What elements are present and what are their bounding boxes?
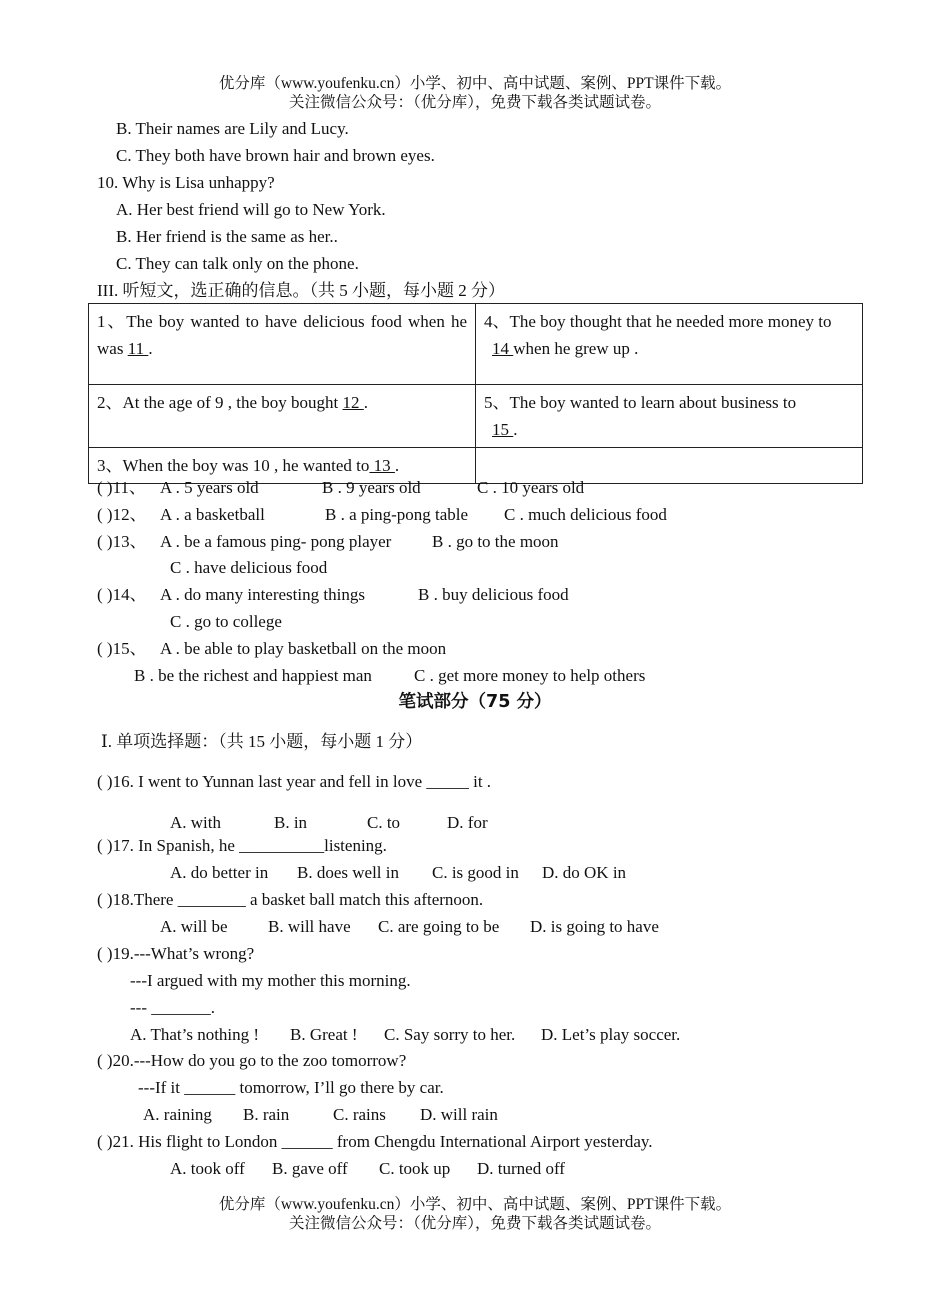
q19-option-b: B. Great ! (290, 1025, 358, 1044)
q10-option-a: A. Her best friend will go to New York. (116, 200, 386, 219)
table-cell-5 (476, 385, 863, 448)
cell-4-text: 4、The boy thought that he needed more money to (484, 312, 832, 331)
q15-option-c: C . get more money to help others (414, 666, 646, 685)
q11-number: ( )11、 (97, 478, 146, 497)
q21-stem: ( )21. His flight to London ______ from Chengdu International Airport yesterday. (97, 1132, 653, 1151)
q11-option-a: A . 5 years old (160, 478, 259, 497)
q10-stem: 10. Why is Lisa unhappy? (97, 173, 275, 192)
q18-stem: ( )18.There ________ a basket ball match this afternoon. (97, 890, 484, 909)
cell-3-text: 3、When the boy was 10 , he wanted to (97, 456, 370, 475)
q19-dialogue-line-3: --- _______. (130, 998, 215, 1017)
listening-info-table (88, 303, 863, 484)
section3-title: III. 听短文，选正确的信息。（共 5 小题，每小题 2 分） (97, 281, 505, 300)
q11-option-c: C . 10 years old (477, 478, 585, 497)
q10-option-b: B. Her friend is the same as her.. (116, 227, 338, 246)
cell-1-end: . (148, 339, 153, 358)
q18-option-a: A. will be (160, 917, 228, 936)
q14-option-c: C . go to college (170, 612, 282, 631)
q17-stem: ( )17. In Spanish, he __________listening. (97, 836, 387, 855)
q20-stem: ( )20.---How do you go to the zoo tomorrow? (97, 1051, 407, 1070)
written-part-title: 笔试部分（75 分） (398, 692, 552, 712)
q14-number: ( )14、 (97, 585, 147, 604)
q16-stem: ( )16. I went to Yunnan last year and fell in love _____ it . (97, 772, 492, 791)
q18-option-b: B. will have (268, 917, 351, 936)
page-footer-line-2: 关注微信公众号：（优分库），免费下载各类试题试卷。 (288, 1215, 661, 1232)
q12-option-a: A . a basketball (160, 505, 265, 524)
section1-title: Ⅰ. 单项选择题：（共 15 小题，每小题 1 分） (101, 732, 423, 751)
q18-option-c: C. are going to be (378, 917, 500, 936)
q18-option-d: D. is going to have (530, 917, 659, 936)
blank-12: 12 (342, 393, 364, 412)
q20-option-b: B. rain (243, 1105, 290, 1124)
q19-stem: ( )19.---What’s wrong? (97, 944, 255, 963)
q9-option-c: C. They both have brown hair and brown eyes. (116, 146, 435, 165)
q21-option-d: D. turned off (477, 1159, 565, 1178)
q21-option-b: B. gave off (272, 1159, 348, 1178)
q13-option-b: B . go to the moon (432, 532, 559, 551)
q16-option-b: B. in (274, 813, 308, 832)
table-cell-4 (476, 304, 863, 385)
q20-option-a: A. raining (143, 1105, 212, 1124)
q15-number: ( )15、 (97, 639, 147, 658)
q17-option-d: D. do OK in (542, 863, 627, 882)
q19-option-a: A. That’s nothing ! (130, 1025, 260, 1044)
q14-option-a: A . do many interesting things (160, 585, 365, 604)
q12-number: ( )12、 (97, 505, 147, 524)
q21-option-c: C. took up (379, 1159, 451, 1178)
q15-option-a: A . be able to play basketball on the moon (160, 639, 447, 658)
blank-15: 15 (492, 420, 514, 439)
q10-option-c: C. They can talk only on the phone. (116, 254, 359, 273)
q13-option-a: A . be a famous ping- pong player (160, 532, 392, 551)
q9-option-b: B. Their names are Lily and Lucy. (116, 119, 349, 138)
q12-option-b: B . a ping-pong table (325, 505, 469, 524)
q17-option-a: A. do better in (170, 863, 269, 882)
q16-option-a: A. with (170, 813, 221, 832)
blank-14: 14 (492, 339, 514, 358)
table-row (89, 385, 863, 448)
q17-option-b: B. does well in (297, 863, 399, 882)
page-header-line-1: 优分库（www.youfenku.cn）小学、初中、高中试题、案例、PPT课件下载。 (218, 75, 732, 92)
q19-option-d: D. Let’s play soccer. (541, 1025, 681, 1044)
q16-option-c: C. to (367, 813, 401, 832)
blank-11: 11 (127, 339, 149, 358)
cell-1-text: 1、The boy wanted to have delicious food when he was (97, 312, 467, 358)
table-row (89, 304, 863, 385)
blank-13: 13 (369, 456, 395, 475)
q19-dialogue-line-2: ---I argued with my mother this morning. (130, 971, 411, 990)
q13-option-c: C . have delicious food (170, 558, 328, 577)
q14-option-b: B . buy delicious food (418, 585, 569, 604)
cell-5-text: 5、The boy wanted to learn about business to (484, 393, 797, 412)
q15-option-b: B . be the richest and happiest man (134, 666, 372, 685)
page-footer-line-1: 优分库（www.youfenku.cn）小学、初中、高中试题、案例、PPT课件下载。 (218, 1196, 732, 1213)
q17-option-c: C. is good in (432, 863, 519, 882)
table-cell-2 (89, 385, 476, 448)
cell-5-end: . (513, 420, 518, 439)
page-header-line-2: 关注微信公众号：（优分库），免费下载各类试题试卷。 (288, 94, 661, 111)
q20-option-c: C. rains (333, 1105, 386, 1124)
q16-option-d: D. for (447, 813, 488, 832)
q12-option-c: C . much delicious food (504, 505, 667, 524)
q21-option-a: A. took off (170, 1159, 245, 1178)
cell-3-end: . (394, 456, 400, 475)
q13-number: ( )13、 (97, 532, 147, 551)
q20-dialogue-line-2: ---If it ______ tomorrow, I’ll go there by car. (138, 1078, 444, 1097)
q11-option-b: B . 9 years old (322, 478, 421, 497)
cell-2-end: . (363, 393, 369, 412)
cell-2-text: 2、At the age of 9 , the boy bought (97, 393, 343, 412)
q20-option-d: D. will rain (420, 1105, 498, 1124)
table-cell-1 (89, 304, 476, 385)
cell-4-end: when he grew up . (513, 339, 639, 358)
q19-option-c: C. Say sorry to her. (384, 1025, 516, 1044)
